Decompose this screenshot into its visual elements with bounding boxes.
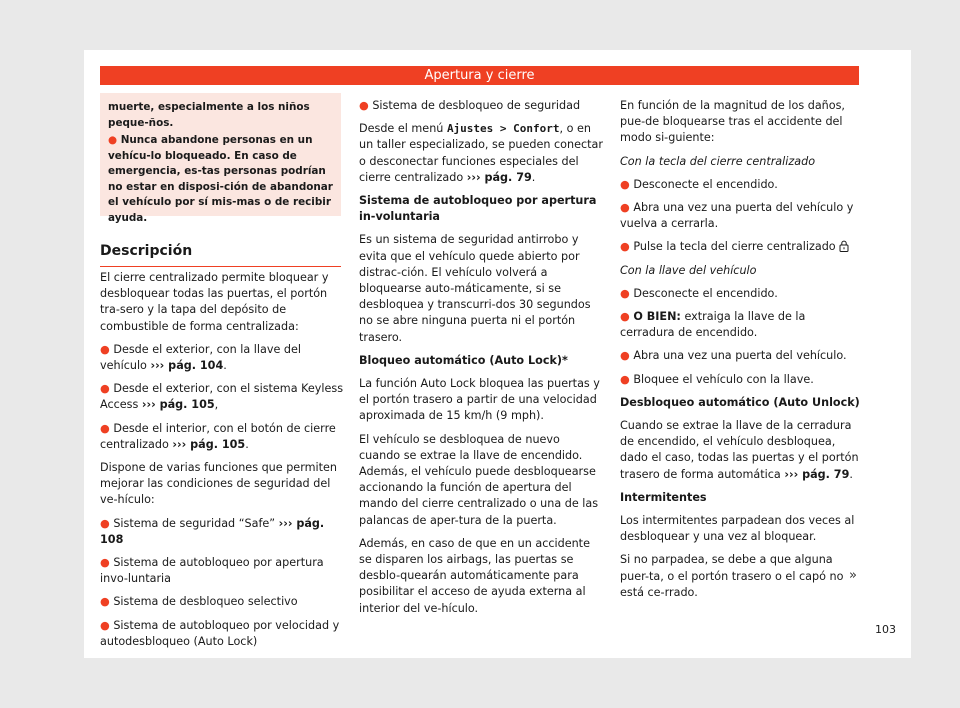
text: Desde el menú (359, 122, 447, 136)
list-item (100, 516, 346, 548)
bullet-icon: ● (620, 372, 634, 386)
list-text: Bloquee el vehículo con la llave. (633, 372, 814, 386)
list-text: Desde el interior, con el botón de cierre centralizado (100, 421, 336, 451)
list-item: ● Desde el exterior, con el sistema Keyless Access ››› pág. 105, (100, 382, 344, 412)
bullet-icon: ● (100, 421, 114, 435)
page-header: Apertura y cierre (100, 66, 859, 85)
bullet-icon: ● (620, 240, 634, 254)
paragraph: Es un sistema de seguridad antirrobo y evita que el vehículo quede abierto por distrac-ción. El vehículo volverá a bloquearse auto-máticamente, si se desbloquea y transcurri-dos 30 segundos no se abre ninguna puerta ni el portón trasero. (359, 233, 591, 344)
list-item (620, 309, 862, 341)
list-item (620, 177, 862, 193)
column-1 (100, 270, 346, 657)
bullet-icon: ● (620, 177, 634, 191)
list-item (620, 348, 862, 364)
list-item (100, 594, 346, 610)
emphasis: O BIEN: (633, 310, 681, 324)
page-reference-link[interactable]: ››› pág. 108 (100, 516, 325, 546)
bullet-icon: ● (100, 382, 114, 396)
paragraph: En función de la magnitud de los daños, pue-de bloquearse tras el accidente del modo si-guiente: (620, 99, 845, 145)
subheading: Intermitentes (620, 490, 707, 504)
list-text: Desde el exterior, con la llave del vehículo (100, 342, 301, 373)
warning-bullet-text: Nunca abandone personas en un vehícu-lo bloqueado. En caso de emergencia, es-tas personas podrían no estar en disposi-ción de abandonar el vehículo por sí mis-mas o de recibir ayuda. (108, 134, 333, 224)
continue-mark: » (849, 568, 857, 583)
list-text: Sistema de desbloqueo selectivo (113, 595, 298, 609)
italic-subheading: Con la tecla del cierre centralizado (620, 154, 816, 168)
page-reference-link[interactable]: ››› pág. 105 (141, 398, 215, 412)
list-text: Sistema de desbloqueo de seguridad (372, 99, 581, 112)
paragraph: Cuando se extrae la llave de la cerradura de encendido, el vehículo desbloquea, dado el caso, todas las puertas y el portón trasero de forma automática ››› pág. 79. (620, 419, 859, 481)
list-text: Pulse la tecla del cierre centralizado (633, 240, 836, 254)
paragraph: Además, en caso de que en un accidente se disparen los airbags, las puertas se desblo-quearán automáticamente para posibilitar el acceso de ayuda externa al interior del ve-hículo. (359, 536, 590, 615)
subheading: Bloqueo automático (Auto Lock)* (359, 353, 568, 367)
subheading: Desbloqueo automático (Auto Unlock) (620, 395, 860, 409)
list-text: Sistema de seguridad “Safe” (113, 516, 279, 530)
bullet-icon: ● (620, 201, 634, 215)
page-reference-link[interactable]: ››› pág. 79 (466, 170, 532, 184)
list-text: Desconecte el encendido. (633, 286, 778, 300)
warning-box (100, 93, 341, 224)
list-item (620, 200, 862, 232)
menu-path: Ajustes > Confort (446, 122, 560, 136)
text: Cuando se extrae la llave de la cerradura de encendido, el vehículo desbloquea, dado el caso, todas las puertas y el portón trasero de forma automática (620, 419, 859, 481)
warning-line: muerte, especialmente a los niños peque-ños. (108, 101, 310, 129)
list-item: ● Desde el exterior, con la llave del vehículo ››› pág. 104. (100, 342, 301, 373)
bullet-icon: ● (620, 310, 634, 324)
list-item (100, 555, 346, 587)
bullet-icon: ● (620, 286, 634, 300)
list-text: Abra una vez una puerta del vehículo. (633, 349, 847, 363)
intro-paragraph: El cierre centralizado permite bloquear y desbloquear todas las puertas, el portón tra-sero y la tapa del depósito de combustible de forma centralizada: (100, 271, 329, 333)
list-text: Desconecte el encendido. (633, 177, 778, 191)
warning-bullet (108, 133, 334, 226)
column-3 (620, 98, 862, 608)
text: , o en un taller especializado, se pueden conectar o desconectar funciones especiales del cierre centralizado (359, 122, 603, 184)
page-reference-link[interactable]: ››› pág. 79 (784, 467, 850, 481)
italic-subheading: Con la llave del vehículo (620, 263, 757, 277)
list-text: Sistema de autobloqueo por velocidad y autodesbloqueo (Auto Lock) (100, 618, 340, 648)
page-number: 103 (875, 623, 896, 636)
list-text: Desde el exterior, con el sistema Keyless Access (100, 382, 344, 412)
bullet-icon: ● (100, 342, 114, 356)
bullet-icon: ● (100, 556, 114, 570)
bullet-icon: ● (620, 349, 634, 363)
page-reference-link[interactable]: ››› pág. 105 (172, 437, 246, 451)
paragraph: El vehículo se desbloquea de nuevo cuando se extrae la llave de encendido. Además, el vehículo puede desbloquearse accionando la función de apertura del mando del cierre centralizado o una de las palancas de aper-tura de la puerta. (359, 432, 599, 527)
list-item (620, 372, 862, 388)
bullet-icon: ● (100, 516, 114, 530)
paragraph: La función Auto Lock bloquea las puertas y el portón trasero a partir de una velocidad aproximada de 15 km/h (9 mph). (359, 377, 600, 423)
bullet-icon: ● (100, 618, 114, 632)
section-title: Descripción (100, 243, 341, 267)
bullet-icon: ● (108, 134, 121, 146)
list-item: ● Desde el interior, con el botón de cierre centralizado ››› pág. 105. (100, 421, 336, 451)
list-text: Sistema de autobloqueo por apertura invo-luntaria (100, 556, 324, 586)
list-item (620, 286, 862, 302)
paragraph: Dispone de varias funciones que permiten mejorar las condiciones de seguridad del ve-hículo: (100, 461, 337, 507)
list-text: Abra una vez una puerta del vehículo y vuelva a cerrarla. (620, 201, 854, 231)
bullet-icon: ● (359, 99, 373, 112)
subheading: Sistema de autobloqueo por apertura in-voluntaria (359, 194, 597, 224)
paragraph: Si no parpadea, se debe a que alguna puer-ta, o el portón trasero o el capó no está ce-rrado. (620, 553, 844, 599)
paragraph: Desde el menú Ajustes > Confort, o en un taller especializado, se pueden conectar o desconectar funciones especiales del cierre centralizado ››› pág. 79. (359, 122, 603, 184)
bullet-icon: ● (100, 595, 114, 609)
list-item (359, 98, 604, 114)
list-item (620, 239, 862, 255)
paragraph: Los intermitentes parpadean dos veces al desbloquear y una vez al bloquear. (620, 514, 855, 544)
list-text: extraiga la llave de la cerradura de encendido. (620, 310, 806, 340)
page-reference-link[interactable]: ››› pág. 104 (150, 359, 224, 373)
lock-icon (839, 240, 849, 252)
list-item (100, 618, 346, 650)
column-2 (359, 98, 604, 624)
